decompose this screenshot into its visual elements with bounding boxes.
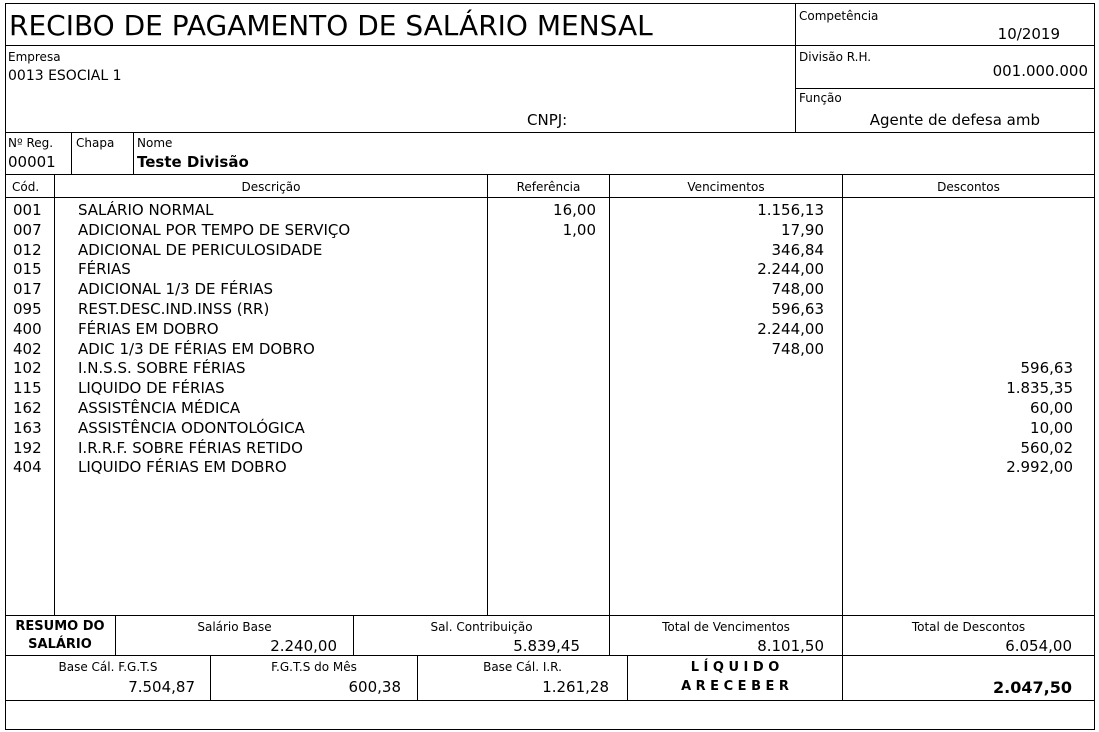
row-referencia bbox=[490, 320, 596, 340]
liquido-label-line1: L Í Q U I D O bbox=[690, 660, 780, 675]
row-referencia bbox=[490, 439, 596, 459]
row-descricao: LIQUIDO FÉRIAS EM DOBRO bbox=[78, 458, 287, 477]
liquido-label-line2: A R E C E B E R bbox=[681, 679, 789, 694]
total-descontos-label: Total de Descontos bbox=[911, 620, 1026, 634]
row-descontos: 596,63 bbox=[1020, 359, 1073, 378]
competencia-label: Competência bbox=[799, 9, 879, 23]
row-descontos bbox=[845, 340, 1073, 360]
row-descricao: ADIC 1/3 DE FÉRIAS EM DOBRO bbox=[78, 339, 315, 358]
row-cod: 015 bbox=[13, 260, 42, 279]
row-descricao: FÉRIAS bbox=[78, 260, 131, 279]
row-vencimentos: 596,63 bbox=[771, 299, 824, 318]
row-vencimentos: 2.244,00 bbox=[757, 260, 824, 279]
total-vencimentos-value: 8.101,50 bbox=[757, 637, 824, 655]
row-referencia bbox=[490, 379, 596, 399]
row-descricao: ASSISTÊNCIA ODONTOLÓGICA bbox=[78, 418, 305, 437]
chapa-label: Chapa bbox=[76, 136, 115, 150]
receipt-title: RECIBO DE PAGAMENTO DE SALÁRIO MENSAL bbox=[9, 9, 653, 42]
row-descontos bbox=[845, 221, 1073, 241]
total-descontos-value: 6.054,00 bbox=[1005, 637, 1072, 655]
row-descontos: 1.835,35 bbox=[1006, 379, 1073, 398]
funcao-label: Função bbox=[799, 91, 842, 105]
base-fgts-label: Base Cál. F.G.T.S bbox=[58, 660, 158, 674]
liquido-value: 2.047,50 bbox=[993, 678, 1072, 697]
row-cod: 012 bbox=[13, 240, 42, 259]
row-referencia bbox=[490, 359, 596, 379]
row-descricao: ADICIONAL DE PERICULOSIDADE bbox=[78, 240, 323, 259]
row-descricao: SALÁRIO NORMAL bbox=[78, 201, 214, 219]
row-descricao: REST.DESC.IND.INSS (RR) bbox=[78, 299, 270, 318]
row-descricao: ADICIONAL POR TEMPO DE SERVIÇO bbox=[78, 220, 351, 239]
row-referencia bbox=[490, 300, 596, 320]
row-cod: 102 bbox=[13, 359, 42, 378]
row-descontos bbox=[845, 201, 1073, 221]
row-cod: 163 bbox=[13, 418, 42, 437]
header-vencimentos: Vencimentos bbox=[687, 180, 765, 194]
row-referencia bbox=[490, 458, 596, 478]
row-descricao: I.N.S.S. SOBRE FÉRIAS bbox=[78, 359, 246, 378]
row-vencimentos: 346,84 bbox=[771, 240, 824, 259]
column-referencia bbox=[490, 201, 596, 478]
cnpj-label: CNPJ: bbox=[527, 111, 568, 129]
divisao-rh-label: Divisão R.H. bbox=[799, 50, 872, 64]
resumo-label-line1: RESUMO DO bbox=[15, 619, 105, 634]
row-referencia bbox=[490, 260, 596, 280]
row-cod: 007 bbox=[13, 220, 42, 239]
row-referencia bbox=[490, 399, 596, 419]
empresa-value: 0013 ESOCIAL 1 bbox=[8, 68, 122, 84]
row-cod: 402 bbox=[13, 339, 42, 358]
row-descricao: ASSISTÊNCIA MÉDICA bbox=[78, 398, 241, 417]
row-descontos: 60,00 bbox=[1030, 398, 1073, 417]
header-cod: Cód. bbox=[12, 180, 40, 194]
column-descricao bbox=[78, 201, 483, 478]
row-descontos: 560,02 bbox=[1020, 438, 1073, 457]
row-descontos: 2.992,00 bbox=[1006, 458, 1073, 477]
header-descricao: Descrição bbox=[241, 180, 301, 194]
row-descontos bbox=[845, 241, 1073, 261]
row-cod: 400 bbox=[13, 319, 42, 338]
row-vencimentos: 2.244,00 bbox=[757, 319, 824, 338]
row-vencimentos: 17,90 bbox=[781, 220, 824, 239]
column-cod bbox=[13, 201, 53, 478]
salario-base-value: 2.240,00 bbox=[270, 637, 337, 655]
total-vencimentos-label: Total de Vencimentos bbox=[662, 620, 790, 634]
nome-value: Teste Divisão bbox=[137, 153, 249, 171]
row-referencia bbox=[490, 340, 596, 360]
nome-label: Nome bbox=[137, 136, 173, 150]
base-ir-label: Base Cál. I.R. bbox=[483, 660, 562, 674]
row-vencimentos bbox=[612, 439, 824, 459]
row-referencia: 16,00 bbox=[553, 201, 596, 219]
column-descontos bbox=[845, 201, 1073, 478]
row-cod: 095 bbox=[13, 299, 42, 318]
row-referencia: 1,00 bbox=[562, 220, 596, 239]
resumo-label-line2: SALÁRIO bbox=[28, 637, 92, 652]
row-descontos bbox=[845, 320, 1073, 340]
row-referencia bbox=[490, 280, 596, 300]
row-vencimentos: 748,00 bbox=[771, 280, 824, 299]
row-descricao: ADICIONAL 1/3 DE FÉRIAS bbox=[78, 280, 273, 299]
base-ir-value: 1.261,28 bbox=[542, 678, 609, 696]
row-referencia bbox=[490, 241, 596, 261]
row-descricao: FÉRIAS EM DOBRO bbox=[78, 319, 219, 338]
row-cod: 162 bbox=[13, 398, 42, 417]
row-cod: 192 bbox=[13, 438, 42, 457]
row-vencimentos bbox=[612, 419, 824, 439]
row-cod: 404 bbox=[13, 458, 42, 477]
nreg-value: 00001 bbox=[8, 153, 56, 171]
row-descricao: I.R.R.F. SOBRE FÉRIAS RETIDO bbox=[78, 438, 303, 457]
row-vencimentos bbox=[612, 458, 824, 478]
salario-base-label: Salário Base bbox=[197, 620, 272, 634]
header-referencia: Referência bbox=[516, 180, 581, 194]
row-descricao: LIQUIDO DE FÉRIAS bbox=[78, 379, 225, 398]
fgts-mes-label: F.G.T.S do Mês bbox=[271, 660, 357, 674]
nreg-label: Nº Reg. bbox=[8, 136, 54, 150]
row-vencimentos: 748,00 bbox=[771, 339, 824, 358]
sal-contribuicao-value: 5.839,45 bbox=[513, 637, 580, 655]
row-vencimentos bbox=[612, 399, 824, 419]
row-descontos bbox=[845, 280, 1073, 300]
row-cod: 017 bbox=[13, 280, 42, 299]
row-descontos bbox=[845, 260, 1073, 280]
fgts-mes-value: 600,38 bbox=[348, 678, 401, 696]
divisao-rh-value: 001.000.000 bbox=[992, 62, 1088, 80]
row-descontos: 10,00 bbox=[1030, 418, 1073, 437]
row-cod: 001 bbox=[13, 201, 42, 219]
sal-contribuicao-label: Sal. Contribuição bbox=[430, 620, 533, 634]
row-cod: 115 bbox=[13, 379, 42, 398]
base-fgts-value: 7.504,87 bbox=[128, 678, 195, 696]
competencia-value: 10/2019 bbox=[997, 25, 1060, 43]
column-vencimentos bbox=[612, 201, 824, 478]
funcao-value: Agente de defesa amb bbox=[869, 111, 1040, 129]
row-descontos bbox=[845, 300, 1073, 320]
row-vencimentos bbox=[612, 379, 824, 399]
header-descontos: Descontos bbox=[937, 180, 1000, 194]
row-referencia bbox=[490, 419, 596, 439]
empresa-label: Empresa bbox=[8, 50, 61, 64]
row-vencimentos: 1.156,13 bbox=[757, 201, 824, 219]
row-vencimentos bbox=[612, 359, 824, 379]
